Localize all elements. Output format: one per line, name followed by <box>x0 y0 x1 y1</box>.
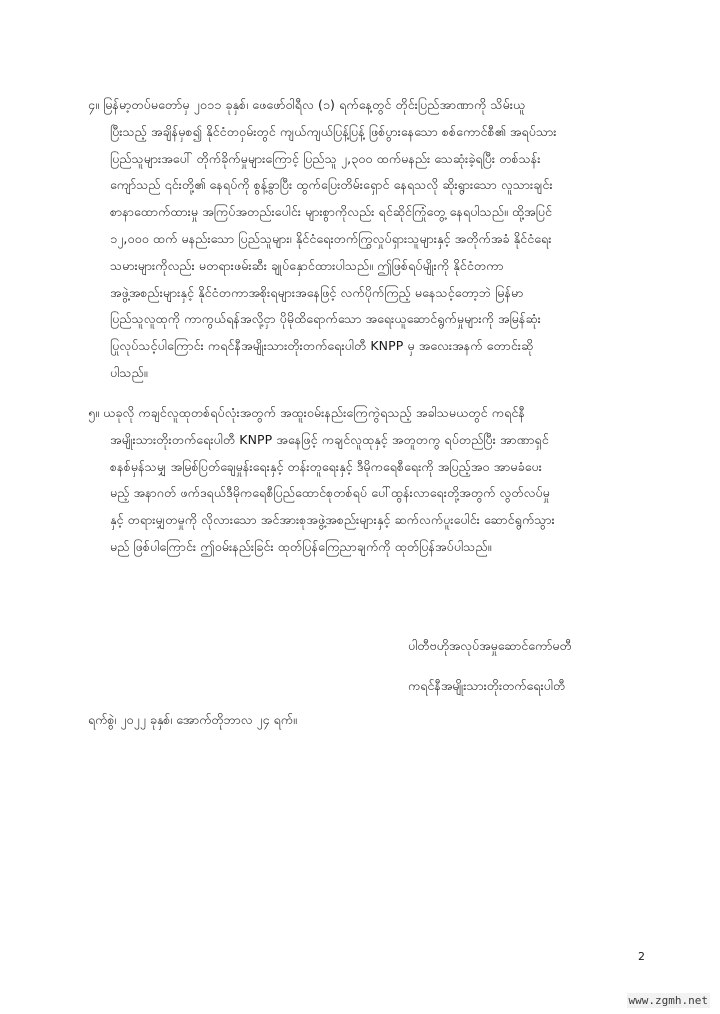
signature-party-name: ကရင်နီအမျိုးသားတိုးတက်ရေးပါတီ <box>408 678 566 693</box>
paragraph-4 <box>88 92 648 387</box>
paragraph-4-line: ပြီးသည့် အချိန်မှစ၍ နိုင်ငံတဝှမ်းတွင် ကျယ်ကျယ်ပြန့်ပြန့် ဖြစ်ပွားနေသော စစ်ကောင်စီ၏ အရပ်သား <box>110 123 557 139</box>
paragraph-4-line: အဖွဲ့အစည်းများနှင့် နိုင်ငံတကာအစိုးရများအနေဖြင့် လက်ပိုက်ကြည့် မနေသင့်တော့ဘဲ မြန်မာ <box>110 284 524 300</box>
paragraph-4-line: စာနာထောက်ထားမှု အကြပ်အတည်းပေါင်း များစွာကိုလည်း ရင်ဆိုင်ကြုံတွေ့ နေရပါသည်။ ထို့အပြင် <box>110 204 553 220</box>
date-line: ရက်စွဲ၊ ၂၀၂၂ ခုနှစ်၊ အောက်တိုဘာလ ၂၄ ရက်။ <box>88 712 297 727</box>
paragraph-4-line: သမားများကိုလည်း မတရားဖမ်းဆီး ချုပ်နှောင်ထားပါသည်။ ဤဖြစ်ရပ်မျိုးကို နိုင်ငံတကာ <box>110 257 504 273</box>
paragraph-5-line: စနစ်မှန်သမျှ အမြစ်ပြတ်ချေမှုန်းရေးနှင့် တန်းတူရေးနှင့် ဒီမိုကရေစီရေးကို အပြည့်အဝ အာမခံပေး <box>110 458 542 474</box>
paragraph-4-line: ပြုလုပ်သင့်ပါကြောင်း ကရင်နီအမျိုးသားတိုးတက်ရေးပါတီ KNPP မှ အလေးအနက် တောင်းဆို <box>110 338 534 354</box>
site-watermark: www.zgmh.net <box>628 994 708 1007</box>
paragraph-5-line: မည် ဖြစ်ပါကြောင်း ဤဝမ်းနည်းခြင်း ထုတ်ပြန်ကြေညာချက်ကို ထုတ်ပြန်အပ်ပါသည်။ <box>110 538 492 554</box>
paragraph-4-line: ၄။ မြန်မာ့တပ်မတော်မှ ၂၀၁၁ ခုနှစ်၊ ဖေဖော်ဝါရီလ (၁) ရက်နေ့တွင် တိုင်းပြည်အာဏာကို သိမ်းယူ <box>88 97 526 112</box>
paragraph-4-line: ကျော်သည် ၎င်းတို့၏ နေရပ်ကို စွန့်ခွာပြီး ထွက်ပြေးတိမ်းရှောင် နေရသလို ဆိုးရွားသော လူသားချင်း <box>110 177 553 193</box>
paragraph-5 <box>88 400 648 561</box>
paragraph-5-line: မည့် အနာဂတ် ဖက်ဒရယ်ဒီမိုကရေစီပြည်ထောင်စုတစ်ရပ် ပေါ်ထွန်းလာရေးတို့အတွက် လွတ်လပ်မှု <box>110 485 550 501</box>
paragraph-4-line: ပြည်သူလူထုကို ကာကွယ်ရန်အလို့ငှာ ပိုမိုထိရောက်သော အရေးယူဆောင်ရွက်မှုများကို အမြန်ဆုံး <box>110 311 541 327</box>
page-number: 2 <box>638 950 645 963</box>
signature-committee: ပါတီဗဟိုအလုပ်အမှုဆောင်ကော်မတီ <box>408 638 572 653</box>
paragraph-5-line: ၅။ ယခုလို ကချင်လူထုတစ်ရပ်လုံးအတွက် အထူးဝမ်းနည်းကြေကွဲရသည့် အခါသမယတွင် ကရင်နီ <box>88 405 526 420</box>
paragraph-4-line: ၁၂,၀၀၀ ထက် မနည်းသော ပြည်သူများ၊ နိုင်ငံရေးတက်ကြွလှုပ်ရှားသူများနှင့် အတိုက်အခံ နိုင်ငံရေး <box>110 230 552 246</box>
paragraph-4-line: ပါသည်။ <box>110 364 148 380</box>
paragraph-4-line: ပြည်သူများအပေါ် တိုက်ခိုက်မှုများကြောင့် ပြည်သူ ၂,၃၀၀ ထက်မနည်း သေဆုံးခဲ့ရပြီး တစ်သန်း <box>110 150 541 166</box>
paragraph-5-line: အမျိုးသားတိုးတက်ရေးပါတီ KNPP အနေဖြင့် ကချင်လူထုနှင့် အတူတကွ ရပ်တည်ပြီး အာဏာရှင် <box>110 431 549 447</box>
paragraph-5-line: နှင့် တရားမျှတမှုကို လိုလားသော အင်အားစုအဖွဲ့အစည်းများနှင့် ဆက်လက်ပူးပေါင်း ဆောင်ရွက်သွား <box>110 512 555 528</box>
